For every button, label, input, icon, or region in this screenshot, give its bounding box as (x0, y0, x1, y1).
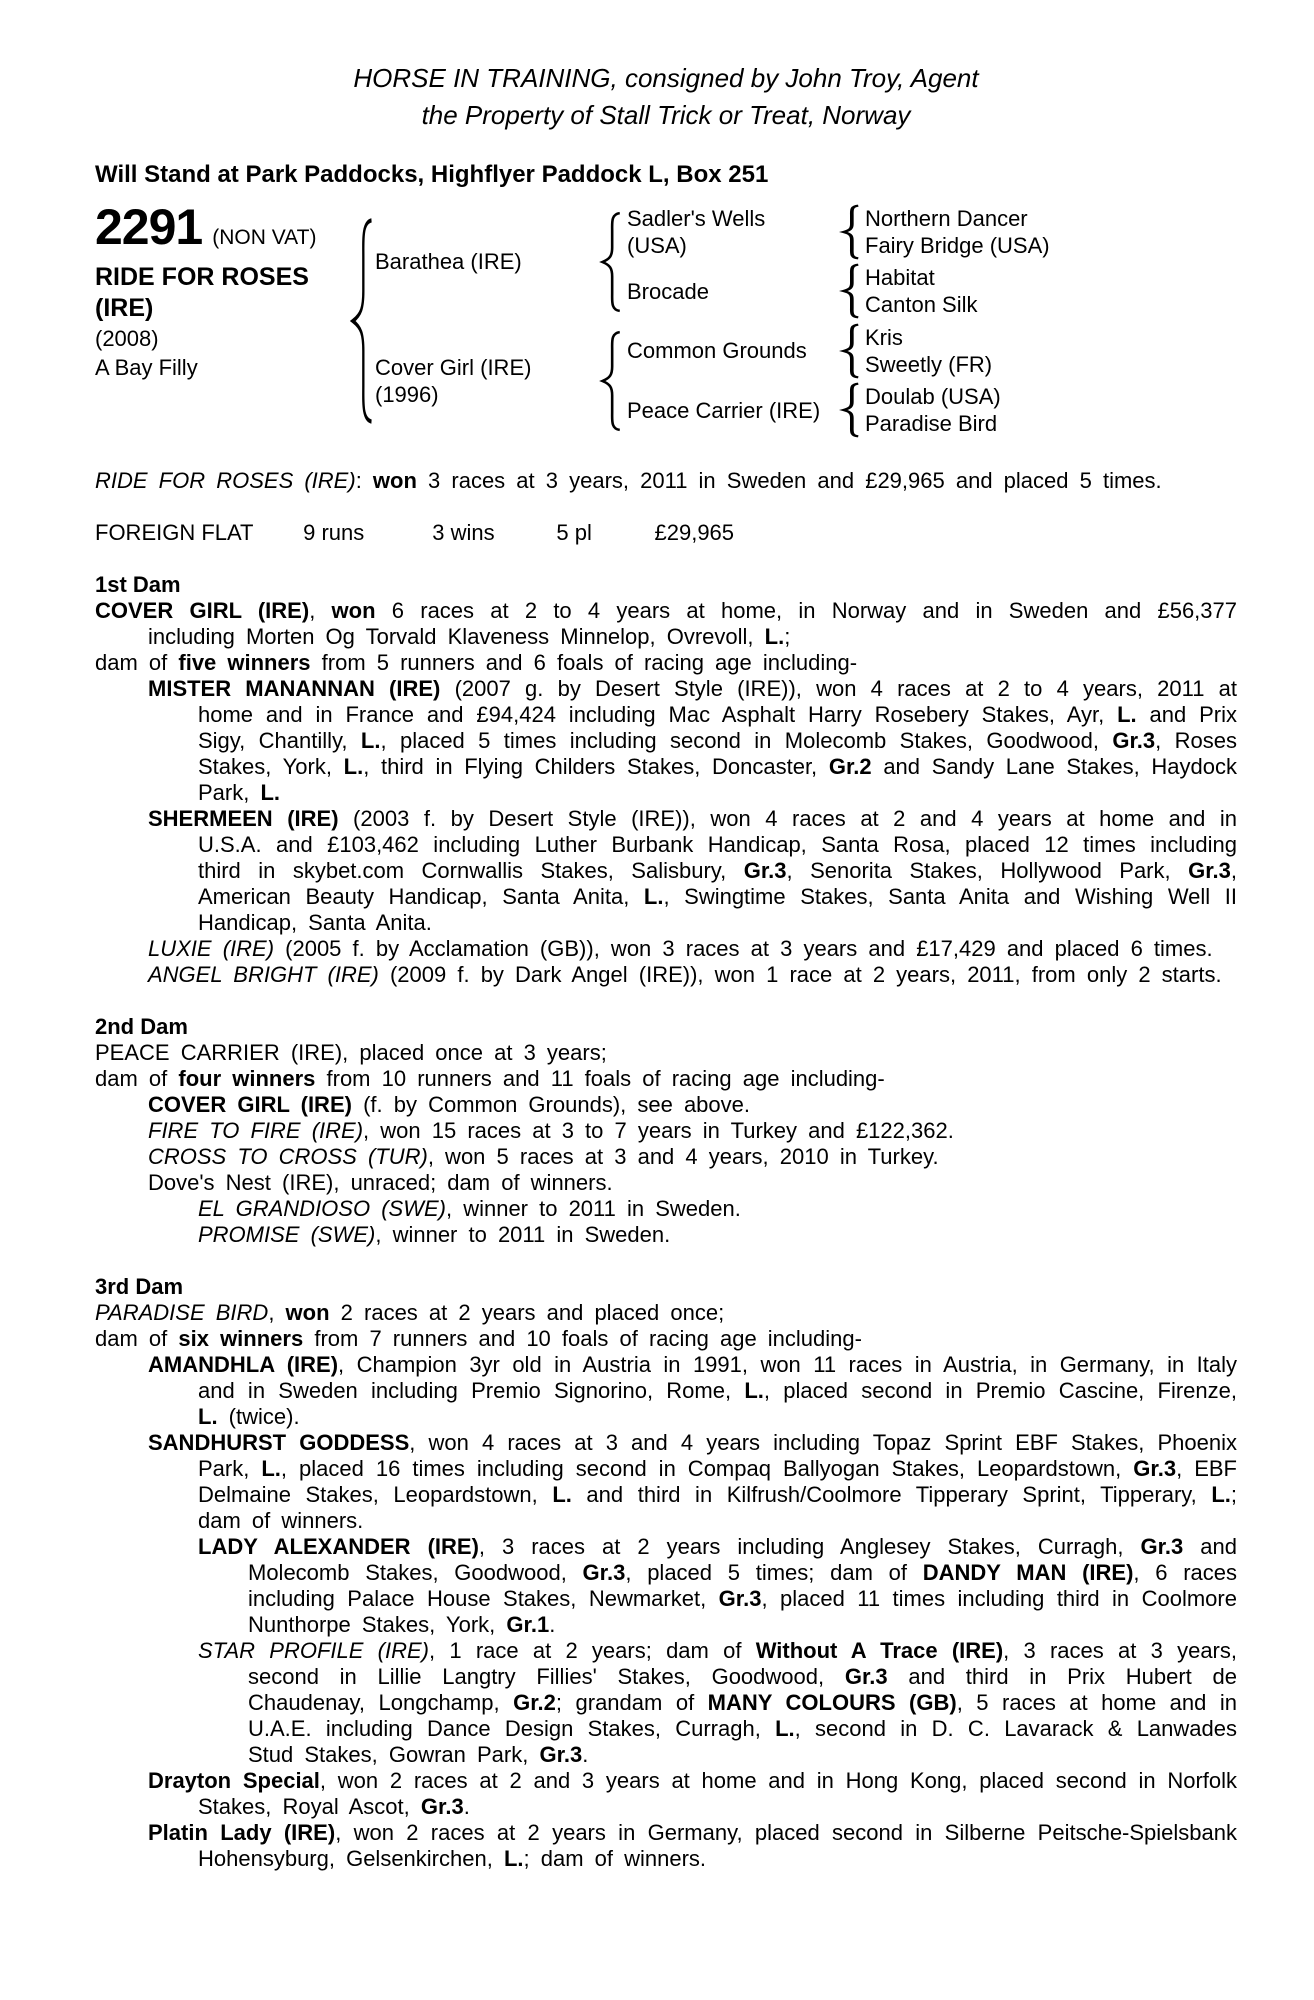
dam-branch (375, 321, 1237, 440)
first-dam-heading: 1st Dam (95, 572, 181, 597)
dam-sire-branch (627, 321, 1237, 381)
dam-entry-amandhla: AMANDHLA (IRE), Champion 3yr old in Austria in 1991, won 11 races in Austria, in Germany, in Italy and in Sweden including Premio Signorino, Rome, L., placed second in Premio Cascine, Firenze, L. (twice). (148, 1352, 1237, 1429)
great-granddam-4: Paradise Bird (865, 411, 998, 437)
dam-entry-luxie: LUXIE (IRE) (2005 f. by Acclamation (GB)), won 3 races at 3 years and £17,429 and placed 6 times. (148, 936, 1213, 961)
pedigree-tree (347, 202, 1237, 440)
dam-dam-name: Peace Carrier (IRE) (627, 397, 821, 423)
pedigree-brace-sd (839, 263, 861, 319)
dam-entry-produce-summary: dam of six winners from 7 runners and 10 foals of racing age including- (95, 1326, 862, 1351)
dam-entry-doves-nest: Dove's Nest (IRE), unraced; dam of winners. (148, 1170, 613, 1195)
lot-number: 2291 (95, 199, 203, 255)
horse-description: A Bay Filly (95, 355, 198, 380)
pedigree-brace-ds (839, 323, 861, 379)
sire-dam-branch (627, 262, 1237, 322)
pedigree-brace-dd (839, 382, 861, 438)
pedigree-brace-sire (597, 210, 623, 314)
great-granddam-1: Fairy Bridge (USA) (865, 232, 1050, 258)
dam-entry-platin-lady: Platin Lady (IRE), won 2 races at 2 years in Germany, placed second in Silberne Peitsche-Spielsbank Hohensyburg, Gelsenkirchen, L.; dam of winners. (148, 1820, 1238, 1871)
dam-entry-star-profile: STAR PROFILE (IRE), 1 race at 2 years; dam of Without A Trace (IRE), 3 races at 3 years, second in Lillie Langtry Fillies' Stakes, Goodwood, Gr.3 and third in Prix Hubert de Chaudenay, Longchamp, Gr.2; grandam of MANY COLOURS (GB), 5 races at home and in U.A.E. including Dance Design Stakes, Curragh, L., second in D. C. Lavarack & Lanwades Stud Stakes, Gowran Park, Gr.3. (198, 1638, 1237, 1767)
great-granddam-2: Canton Silk (865, 292, 978, 318)
dam-entry-shermeen: SHERMEEN (IRE) (2003 f. by Desert Style (IRE)), won 4 races at 2 and 4 years at home and in U.S.A. and £103,462 including Luther Burbank Handicap, Santa Rosa, placed 12 times including third in skybet.com Cornwallis Stakes, Salisbury, Gr.3, Senorita Stakes, Hollywood Park, Gr.3, American Beauty Handicap, Santa Anita, L., Swingtime Stakes, Santa Anita and Wishing Well II Handicap, Santa Anita. (148, 806, 1238, 935)
third-dam-heading: 3rd Dam (95, 1274, 184, 1299)
horse-name-line1: RIDE FOR ROSES (95, 263, 309, 291)
third-dam-section (95, 1274, 1237, 1872)
great-grandsire-4: Doulab (USA) (865, 384, 1001, 410)
pedigree-section (95, 199, 1237, 440)
great-granddam-3: Sweetly (FR) (865, 351, 993, 377)
sire-name: Barathea (IRE) (375, 249, 522, 274)
catalog-body (95, 468, 1237, 1872)
stand-location: Will Stand at Park Paddocks, Highflyer Paddock L, Box 251 (95, 161, 769, 188)
sire-sire-branch (627, 202, 1237, 262)
pedigree-brace-dam (597, 329, 623, 433)
sire-sire-name-line1: Sadler's Wells (627, 205, 766, 231)
dam-sire-name: Common Grounds (627, 338, 807, 364)
dam-entry-produce-summary: dam of four winners from 10 runners and 11 foals of racing age including- (95, 1066, 885, 1091)
first-dam-section (95, 572, 1237, 988)
dam-entry-produce-summary: dam of five winners from 5 runners and 6 foals of racing age including- (95, 650, 858, 675)
second-dam-heading: 2nd Dam (95, 1014, 188, 1039)
horse-name-line2: (IRE) (95, 294, 154, 322)
dam-entry-promise: PROMISE (SWE), winner to 2011 in Sweden. (198, 1222, 671, 1247)
lot-block (95, 199, 347, 440)
pedigree-brace-ss (839, 204, 861, 260)
dam-entry-angel-bright: ANGEL BRIGHT (IRE) (2009 f. by Dark Angel (IRE)), won 1 race at 2 years, 2011, from only 2 starts. (148, 962, 1222, 987)
flat-record-runs: 9 runs (303, 520, 365, 545)
dam-entry-drayton-special: Drayton Special, won 2 races at 2 and 3 years at home and in Hong Kong, placed second in Norfolk Stakes, Royal Ascot, Gr.3. (148, 1768, 1238, 1819)
flat-record-earnings: £29,965 (654, 520, 735, 545)
dam-entry-fire-to-fire: FIRE TO FIRE (IRE), won 15 races at 3 to 7 years in Turkey and £122,362. (148, 1118, 954, 1143)
sire-sire-name-line2: (USA) (627, 232, 687, 258)
flat-record-row (95, 520, 1237, 546)
flat-record-places: 5 pl (556, 520, 592, 545)
dam-entry-el-grandioso: EL GRANDIOSO (SWE), winner to 2011 in Sweden. (198, 1196, 741, 1221)
dam-entry-mister-manannan: MISTER MANANNAN (IRE) (2007 g. by Desert Style (IRE)), won 4 races at 2 to 4 years, 2011 at home and in France and £94,424 including Mac Asphalt Harry Rosebery Stakes, Ayr, L. and Prix Sigy, Chantilly, L., placed 5 times including second in Molecomb Stakes, Goodwood, Gr.3, Roses Stakes, York, L., third in Flying Childers Stakes, Doncaster, Gr.2 and Sandy Lane Stakes, Haydock Park, L. (148, 676, 1237, 805)
dam-entry-peace-carrier: PEACE CARRIER (IRE), placed once at 3 years; (95, 1040, 607, 1065)
dam-entry-cross-to-cross: CROSS TO CROSS (TUR), won 5 races at 3 and 4 years, 2010 in Turkey. (148, 1144, 939, 1169)
dam-entry-paradise-bird: PARADISE BIRD, won 2 races at 2 years and placed once; (95, 1300, 725, 1325)
dam-entry-sandhurst-goddess: SANDHURST GODDESS, won 4 races at 3 and 4 years including Topaz Sprint EBF Stakes, Phoenix Park, L., placed 16 times including second in Compaq Ballyogan Stakes, Leopardstown, Gr.3, EBF Delmaine Stakes, Leopardstown, L. and third in Kilfrush/Coolmore Tipperary Sprint, Tipperary, L.; dam of winners. (148, 1430, 1237, 1533)
great-grandsire-3: Kris (865, 324, 903, 350)
dam-name-line1: Cover Girl (IRE) (375, 354, 532, 380)
property-line: the Property of Stall Trick or Treat, Norway (421, 100, 911, 130)
foaling-year: (2008) (95, 326, 159, 351)
consignor-line: HORSE IN TRAINING, consigned by John Troy, Agent (353, 63, 979, 93)
dam-entry-cover-girl: COVER GIRL (IRE), won 6 races at 2 to 4 years at home, in Norway and in Sweden and £56,377 including Morten Og Torvald Klaveness Minnelop, Ovrevoll, L.; (95, 598, 1237, 649)
pedigree-brace-gen1 (347, 214, 375, 428)
flat-record-label: FOREIGN FLAT (95, 520, 254, 545)
dam-entry-lady-alexander: LADY ALEXANDER (IRE), 3 races at 2 years including Anglesey Stakes, Curragh, Gr.3 and Molecomb Stakes, Goodwood, Gr.3, placed 5 times; dam of DANDY MAN (IRE), 6 races including Palace House Stakes, Newmarket, Gr.3, placed 11 times including third in Coolmore Nunthorpe Stakes, York, Gr.1. (198, 1534, 1237, 1637)
dam-name-line2: (1996) (375, 381, 439, 407)
flat-record-wins: 3 wins (432, 520, 495, 545)
dam-dam-branch (627, 381, 1237, 441)
sire-branch (375, 202, 1237, 321)
great-grandsire-2: Habitat (865, 265, 935, 291)
vat-status: (NON VAT) (212, 226, 317, 249)
race-summary: RIDE FOR ROSES (IRE): won 3 races at 3 years, 2011 in Sweden and £29,965 and placed 5 times. (95, 468, 1162, 493)
great-grandsire-1: Northern Dancer (865, 205, 1028, 231)
sire-dam-name: Brocade (627, 278, 709, 304)
dam-entry-cover-girl-ref: COVER GIRL (IRE) (f. by Common Grounds), see above. (148, 1092, 751, 1117)
second-dam-section (95, 1014, 1237, 1248)
